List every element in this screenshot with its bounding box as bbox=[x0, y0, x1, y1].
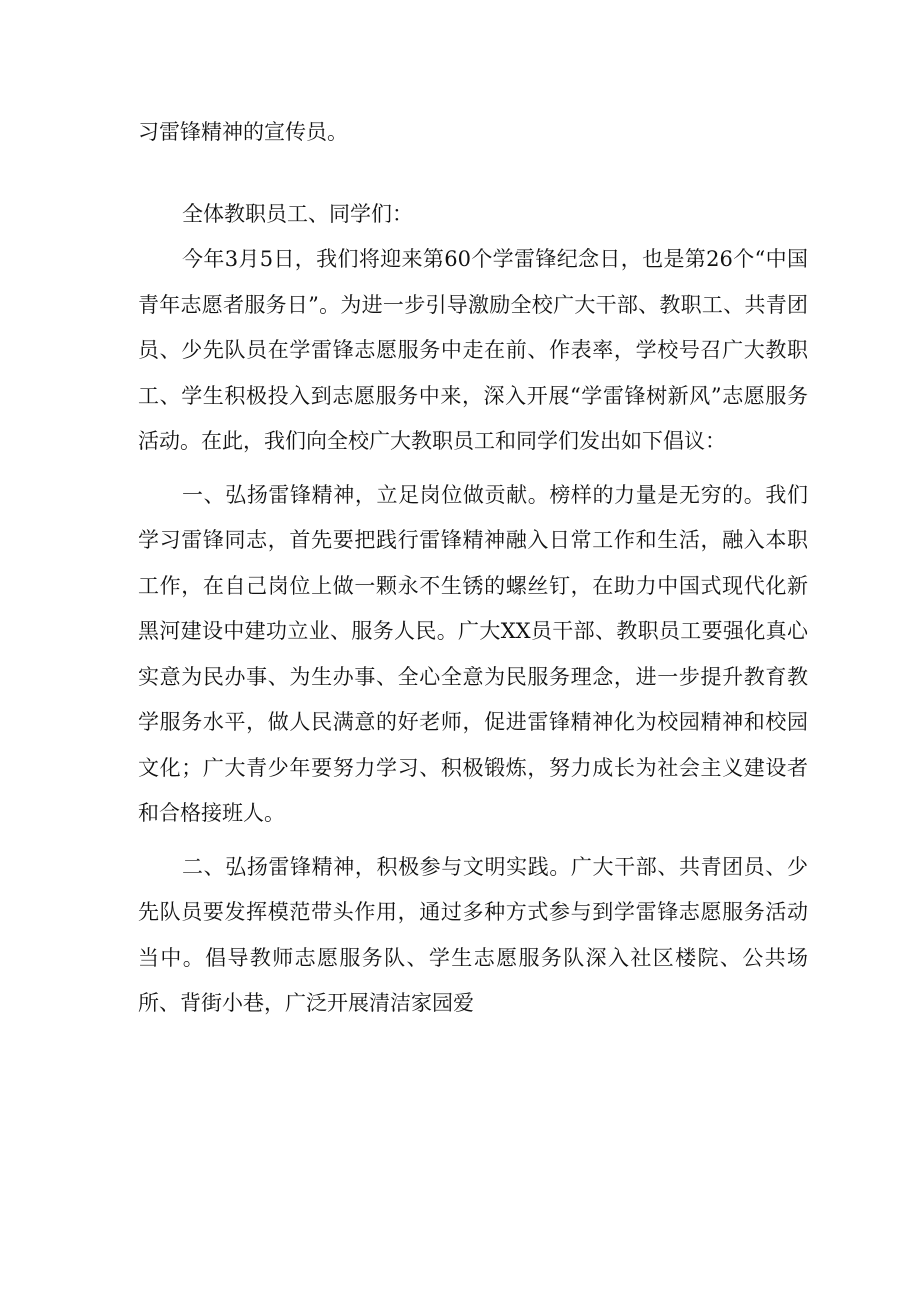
document-body bbox=[138, 110, 808, 1027]
paragraph-intro: 今年3月5日，我们将迎来第60个学雷锋纪念日，也是第26个“中国青年志愿者服务日”。为进一步引导激励全校广大干部、教职工、共青团员、少先队员在学雷锋志愿服务中走在前、作表率，学校号召广大教职工、学生积极投入到志愿服务中来，深入开展“学雷锋树新风”志愿服务活动。在此，我们向全校广大教职员工和同学们发出如下倡议： bbox=[138, 247, 808, 453]
paragraph-salutation: 全体教职员工、同学们： bbox=[182, 201, 413, 226]
paragraph-continuation: 习雷锋精神的宣传员。 bbox=[138, 120, 348, 144]
paragraph-proposal-one: 一、弘扬雷锋精神，立足岗位做贡献。榜样的力量是无穷的。我们学习雷锋同志，首先要把践行雷锋精神融入日常工作和生活，融入本职工作，在自己岗位上做一颗永不生锈的螺丝钉，在助力中国式现代化新黑河建设中建功立业、服务人民。广大XX员干部、教职员工要强化真心实意为民办事、为生办事、全心全意为民服务理念，进一步提升教育教学服务水平，做人民满意的好老师，促进雷锋精神化为校园精神和校园文化；广大青少年要努力学习、积极锻炼，努力成长为社会主义建设者和合格接班人。 bbox=[138, 482, 808, 825]
paragraph-proposal-two: 二、弘扬雷锋精神，积极参与文明实践。广大干部、共青团员、少先队员要发挥模范带头作用，通过多种方式参与到学雷锋志愿服务活动当中。倡导教师志愿服务队、学生志愿服务队深入社区楼院、公共场所、背街小巷，广泛开展清洁家园爱 bbox=[138, 854, 808, 1015]
